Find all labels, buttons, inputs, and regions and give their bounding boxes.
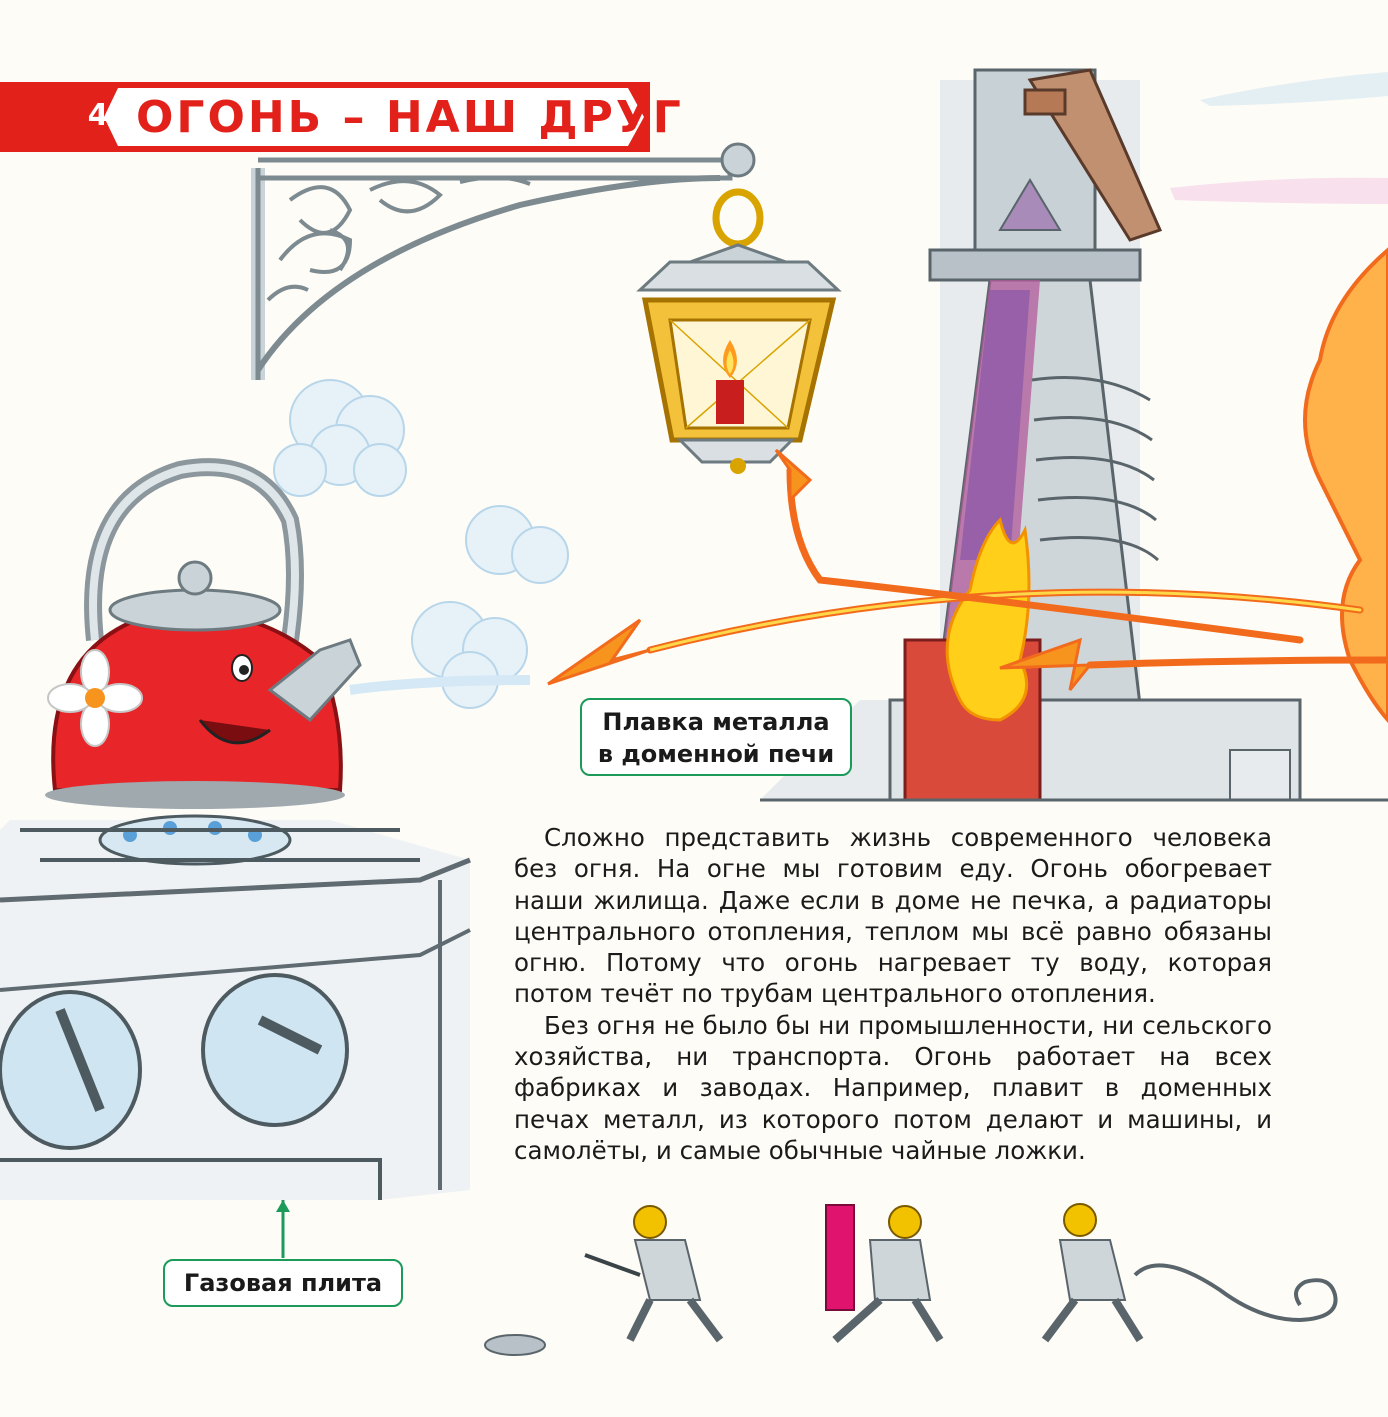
firefighter-icon: [1045, 1204, 1140, 1340]
callout-gas-stove: Газовая плита: [163, 1259, 403, 1307]
firefighter-icon: [485, 1206, 720, 1355]
sky-wisps: [1170, 72, 1388, 204]
kettle-icon: [45, 467, 360, 809]
callout-line: Плавка металла: [602, 708, 830, 736]
gas-stove-icon: [0, 816, 470, 1258]
body-text: [514, 822, 1272, 1166]
page-title: ОГОНЬ – НАШ ДРУГ: [136, 92, 684, 143]
lantern-icon: [640, 144, 838, 474]
callout-line: в доменной печи: [597, 740, 835, 768]
callout-blast-furnace: [580, 698, 852, 776]
paragraph: Без огня не было бы ни промышленности, ни сельского хозяйства, ни транспорта. Огонь работает на всех фабриках и заводах. Например, плавит в доменных печах металл, из которого потом делают и машины, и самолёты, и самые обычные чайные ложки.: [514, 1010, 1272, 1165]
firefighter-icon: [826, 1205, 940, 1340]
fire-icon: [1305, 250, 1388, 720]
page-number: 4: [87, 98, 109, 133]
hose-icon: [1135, 1265, 1336, 1320]
paragraph: Сложно представить жизнь современного человека без огня. На огне мы готовим еду. Огонь обогревает наши жилища. Даже если в доме не печка, а радиаторы центрального отопления, теплом мы всё равно обязаны огню. Потому что огонь нагревает ту воду, которая потом течёт по трубам центрального отопления.: [514, 823, 1272, 1009]
